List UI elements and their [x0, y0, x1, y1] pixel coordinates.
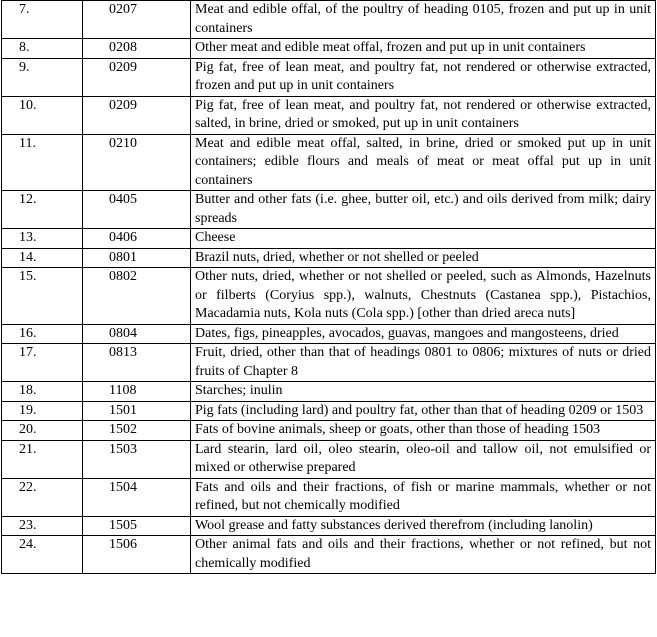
description-cell — [191, 268, 656, 325]
table-row — [2, 516, 656, 536]
goods-description: Meat and edible meat offal, salted, in brine, dried or smoked put up in unit containers; edible flours and meals of meat or meat offal put up in unit containers — [195, 135, 651, 188]
table-row — [2, 382, 656, 402]
serial-number-cell — [2, 382, 83, 402]
table-row — [2, 536, 656, 574]
serial-number-cell — [2, 134, 83, 191]
goods-description: Other animal fats and oils and their fractions, whether or not refined, but not chemically modified — [195, 537, 651, 571]
description-cell — [191, 248, 656, 268]
table-row — [2, 134, 656, 191]
description-cell — [191, 478, 656, 516]
serial-number-cell — [2, 478, 83, 516]
table-row — [2, 401, 656, 421]
heading-cell — [83, 1, 191, 39]
serial-number: 24. — [19, 537, 37, 552]
serial-number: 10. — [19, 97, 37, 113]
description-cell — [191, 1, 656, 39]
serial-number: 9. — [19, 59, 30, 75]
heading-cell — [83, 536, 191, 574]
table-body — [2, 1, 656, 574]
heading-cell — [83, 39, 191, 59]
heading-cell — [83, 324, 191, 344]
serial-number: 7. — [19, 2, 30, 17]
serial-number-cell — [2, 229, 83, 249]
goods-description: Fruit, dried, other than that of headings 0801 to 0806; mixtures of nuts or dried fruits of Chapter 8 — [195, 345, 651, 379]
table-row — [2, 440, 656, 478]
serial-number-cell — [2, 191, 83, 229]
table-row — [2, 421, 656, 441]
serial-number-cell — [2, 421, 83, 441]
goods-description: Other nuts, dried, whether or not shelled or peeled, such as Almonds, Hazelnuts or filberts (Coryius spp.), walnuts, Chestnuts (Castanea spp.), Pistachios, Macadamia nuts, Kola nuts (Cola spp.) [other than dried areca nuts] — [195, 269, 651, 321]
serial-number: 12. — [19, 192, 37, 207]
serial-number-cell — [2, 324, 83, 344]
heading-cell — [83, 191, 191, 229]
serial-number: 20. — [19, 422, 37, 437]
serial-number-cell — [2, 248, 83, 268]
serial-number-cell — [2, 516, 83, 536]
serial-number-cell — [2, 344, 83, 382]
serial-number: 13. — [19, 230, 37, 245]
heading-code: 0210 — [109, 135, 137, 151]
description-cell — [191, 344, 656, 382]
goods-description: Fats of bovine animals, sheep or goats, other than those of heading 1503 — [195, 422, 601, 437]
goods-description: Fats and oils and their fractions, of fish or marine mammals, whether or not refined, but not chemically modified — [195, 479, 651, 513]
description-cell — [191, 440, 656, 478]
heading-code: 1503 — [109, 441, 137, 457]
serial-number-cell — [2, 39, 83, 59]
goods-description: Butter and other fats (i.e. ghee, butter oil, etc.) and oils derived from milk; dairy spreads — [195, 192, 651, 226]
serial-number: 8. — [19, 40, 30, 55]
heading-cell — [83, 96, 191, 134]
heading-code: 0801 — [109, 249, 137, 265]
goods-description: Lard stearin, lard oil, oleo stearin, oleo-oil and tallow oil, not emulsified or mixed or otherwise prepared — [195, 441, 651, 475]
table-row — [2, 1, 656, 39]
heading-code: 0207 — [109, 2, 137, 17]
description-cell — [191, 191, 656, 229]
description-cell — [191, 536, 656, 574]
description-cell — [191, 58, 656, 96]
serial-number-cell — [2, 401, 83, 421]
heading-code: 1108 — [109, 383, 137, 398]
table-row — [2, 58, 656, 96]
description-cell — [191, 96, 656, 134]
serial-number: 18. — [19, 383, 37, 398]
heading-cell — [83, 478, 191, 516]
heading-code: 1504 — [109, 479, 137, 495]
heading-cell — [83, 248, 191, 268]
heading-cell — [83, 134, 191, 191]
table-row — [2, 344, 656, 382]
table-row — [2, 39, 656, 59]
heading-code: 1501 — [109, 402, 137, 418]
tariff-table — [1, 0, 656, 574]
goods-description: Cheese — [195, 230, 236, 245]
heading-code: 0209 — [109, 97, 137, 113]
heading-code: 0405 — [109, 192, 137, 207]
description-cell — [191, 324, 656, 344]
goods-description: Meat and edible offal, of the poultry of heading 0105, frozen and put up in unit containers — [195, 2, 651, 36]
description-cell — [191, 421, 656, 441]
description-cell — [191, 229, 656, 249]
goods-description: Wool grease and fatty substances derived therefrom (including lanolin) — [195, 517, 593, 533]
serial-number-cell — [2, 58, 83, 96]
serial-number: 17. — [19, 345, 37, 360]
heading-cell — [83, 421, 191, 441]
goods-description: Dates, figs, pineapples, avocados, guavas, mangoes and mangosteens, dried — [195, 325, 619, 341]
table-row — [2, 478, 656, 516]
goods-description: Pig fat, free of lean meat, and poultry fat, not rendered or otherwise extracted, frozen and put up in unit containers — [195, 59, 651, 93]
table-row — [2, 248, 656, 268]
serial-number: 14. — [19, 249, 37, 265]
heading-code: 1506 — [109, 537, 137, 552]
description-cell — [191, 382, 656, 402]
description-cell — [191, 39, 656, 59]
serial-number: 21. — [19, 441, 37, 457]
serial-number: 23. — [19, 517, 37, 533]
goods-description: Brazil nuts, dried, whether or not shelled or peeled — [195, 249, 479, 265]
goods-description: Pig fats (including lard) and poultry fat, other than that of heading 0209 or 1503 — [195, 402, 644, 418]
heading-cell — [83, 229, 191, 249]
heading-cell — [83, 382, 191, 402]
heading-code: 0406 — [109, 230, 137, 245]
description-cell — [191, 401, 656, 421]
table-row — [2, 324, 656, 344]
table-row — [2, 191, 656, 229]
heading-code: 0804 — [109, 325, 137, 341]
heading-cell — [83, 401, 191, 421]
goods-description: Pig fat, free of lean meat, and poultry fat, not rendered or otherwise extracted, salted, in brine, dried or smoked, put up in unit containers — [195, 97, 651, 131]
table-row — [2, 96, 656, 134]
serial-number: 22. — [19, 479, 37, 495]
heading-code: 0208 — [109, 40, 137, 55]
serial-number-cell — [2, 96, 83, 134]
table-row — [2, 229, 656, 249]
serial-number: 11. — [19, 135, 36, 151]
serial-number-cell — [2, 268, 83, 325]
description-cell — [191, 516, 656, 536]
heading-code: 1505 — [109, 517, 137, 533]
goods-description: Other meat and edible meat offal, frozen and put up in unit containers — [195, 40, 586, 55]
heading-cell — [83, 440, 191, 478]
heading-cell — [83, 516, 191, 536]
heading-cell — [83, 268, 191, 325]
heading-code: 0209 — [109, 59, 137, 75]
serial-number-cell — [2, 440, 83, 478]
serial-number: 19. — [19, 402, 37, 418]
serial-number-cell — [2, 1, 83, 39]
heading-code: 0802 — [109, 269, 137, 284]
heading-cell — [83, 344, 191, 382]
description-cell — [191, 134, 656, 191]
goods-description: Starches; inulin — [195, 383, 283, 398]
heading-code: 0813 — [109, 345, 137, 360]
table-row — [2, 268, 656, 325]
serial-number: 15. — [19, 269, 37, 284]
serial-number-cell — [2, 536, 83, 574]
serial-number: 16. — [19, 325, 37, 341]
heading-code: 1502 — [109, 422, 137, 437]
heading-cell — [83, 58, 191, 96]
